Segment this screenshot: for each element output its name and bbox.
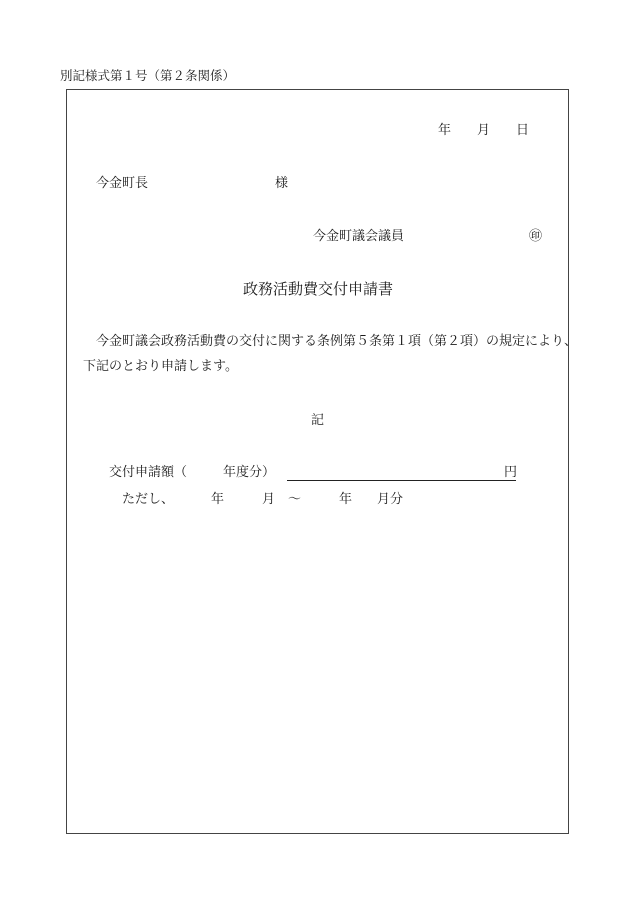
- seal-mark: ㊞: [529, 229, 543, 244]
- date-month-label: 月: [477, 123, 491, 138]
- date-day-label: 日: [516, 123, 530, 138]
- addressee-title: 今金町長: [96, 176, 149, 191]
- period-month-2: 月分: [377, 492, 404, 507]
- period-year-1: 年: [211, 492, 225, 507]
- amount-label: 交付申請額（: [109, 465, 188, 480]
- amount-fiscal-year: 年度分）: [223, 465, 276, 480]
- amount-currency: 円: [504, 465, 518, 480]
- document-title: 政務活動費交付申請書: [243, 280, 394, 298]
- addressee-honorific: 様: [275, 176, 289, 191]
- period-prefix: ただし、: [122, 492, 175, 507]
- body-line-1: 今金町議会政務活動費の交付に関する条例第５条第１項（第２項）の規定により、: [96, 334, 578, 349]
- date-year-label: 年: [438, 123, 452, 138]
- period-tilde: ～: [288, 492, 302, 507]
- period-year-2: 年: [339, 492, 353, 507]
- period-month-1: 月: [262, 492, 276, 507]
- form-label: 別記様式第１号（第２条関係）: [60, 68, 236, 83]
- body-line-2: 下記のとおり申請します。: [83, 359, 238, 374]
- ki-label: 記: [311, 413, 325, 428]
- form-frame: [66, 89, 569, 834]
- amount-underline: [287, 480, 516, 481]
- applicant-label: 今金町議会議員: [313, 229, 405, 244]
